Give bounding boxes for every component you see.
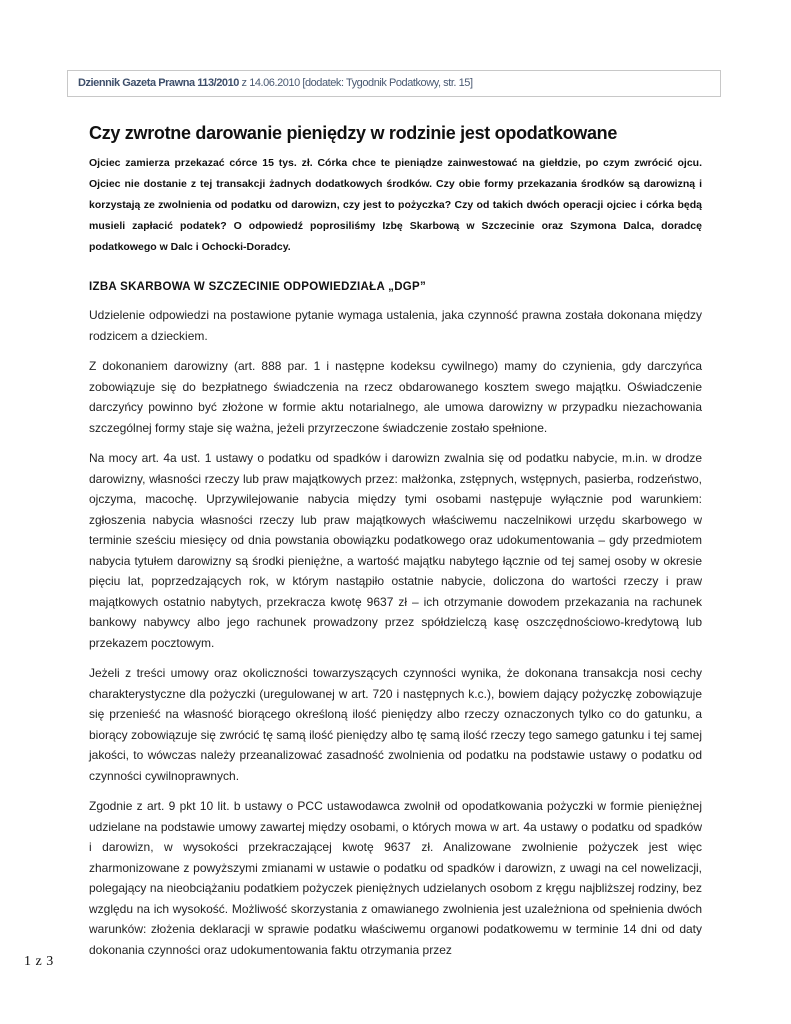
paragraph-2: Z dokonaniem darowizny (art. 888 par. 1 i następne kodeksu cywilnego) mamy do czynienia, gdy darczyńca zobowiązuje się do bezpłatnego świadczenia na rzecz obdarowanego kosztem swego majątku. Oświadczenie darczyńcy powinno być złożone w formie aktu notarialnego, ale umowa darowizny w przypadku niezachowania szczególnej formy staje się ważna, jeżeli przyrzeczone świadczenie zostało spełnione. <box>89 359 702 435</box>
article <box>89 121 702 960</box>
paragraph-1: Udzielenie odpowiedzi na postawione pytanie wymaga ustalenia, jaka czynność prawna została dokonana między rodzicem a dzieckiem. <box>89 308 702 343</box>
section-heading: IZBA SKARBOWA W SZCZECINIE ODPOWIEDZIAŁA „DGP” <box>89 281 427 293</box>
source-publication: Dziennik Gazeta Prawna 113/2010 <box>78 77 239 89</box>
article-title: Czy zwrotne darowanie pieniędzy w rodzinie jest opodatkowane <box>89 123 618 143</box>
source-citation <box>67 70 721 97</box>
article-lead: Ojciec zamierza przekazać córce 15 tys. zł. Córka chce te pieniądze zainwestować na giełdzie, po czym zwrócić ojcu. Ojciec nie dostanie z tej transakcji żadnych dodatkowych środków. Czy obie formy przekazania środków są darowizną i korzystają ze zwolnienia od podatku od darowizn, czy jest to pożyczka? Czy od takich dwóch operacji ojciec i córka będą musieli zapłacić podatek? O odpowiedź poprosiliśmy Izbę Skarbową w Szczecinie oraz Szymona Dalca, doradcę podatkowego w Dalc i Ochocki-Doradcy. <box>89 157 702 253</box>
paragraph-3: Na mocy art. 4a ust. 1 ustawy o podatku od spadków i darowizn zwalnia się od podatku nabycie, m.in. w drodze darowizny, własności rzeczy lub praw majątkowych przez: małżonka, zstępnych, wstępnych, pasierba, rodzeństwo, ojczyma, macochę. Uprzywilejowanie nabycia między tymi osobami następuje wyłącznie pod warunkiem: zgłoszenia nabycia własności rzeczy lub praw majątkowych właściwemu naczelnikowi urzędu skarbowego w terminie sześciu miesięcy od dnia powstania obowiązku podatkowego oraz udokumentowania – gdy przedmiotem nabycia tytułem darowizny są środki pieniężne, a wartość majątku nabytego łącznie od tej samej osoby w okresie pięciu lat, poprzedzających rok, w którym nastąpiło ostatnie nabycie, doliczona do wartości rzeczy i praw majątkowych ostatnio nabytych, przekracza kwotę 9637 zł – ich otrzymanie dowodem przekazania na rachunek bankowy nabywcy albo jego rachunek prowadzony przez spółdzielczą kasę oszczędnościowo-kredytową lub przekazem pocztowym. <box>89 451 702 650</box>
page-number: 1 z 3 <box>24 954 54 969</box>
paragraph-4: Jeżeli z treści umowy oraz okoliczności towarzyszących czynności wynika, że dokonana transakcja nosi cechy charakterystyczne dla pożyczki (uregulowanej w art. 720 i następnych k.c.), bowiem dający pożyczkę zobowiązuje się przenieść na własność biorącego określoną ilość pieniędzy albo rzeczy oznaczonych tylko co do gatunku, a biorący zobowiązuje się zwrócić tę samą ilość pieniędzy albo tę samą ilość rzeczy tego samego gatunku i tej samej jakości, to wówczas należy przeanalizować zasadność zwolnienia od podatku na podstawie ustawy o podatku od czynności cywilnoprawnych. <box>89 666 702 783</box>
paragraph-5: Zgodnie z art. 9 pkt 10 lit. b ustawy o PCC ustawodawca zwolnił od opodatkowania pożyczki w formie pieniężnej udzielane na podstawie umowy zawartej między osobami, o których mowa w art. 4a ustawy o podatku od spadków i darowizn, w wysokości przekraczającej kwotę 9637 zł. Analizowane zwolnienie pożyczek jest więc zharmonizowane z powyższymi zmianami w ustawie o podatku od spadków i darowizn, z uwagi na cel nowelizacji, polegający na nieobciążaniu podatkiem pożyczek pieniężnych udzielanych osobom z kręgu najbliższej rodziny, bez względu na ich wysokość. Możliwość skorzystania z omawianego zwolnienia jest uzależniona od spełnienia dwóch warunków: złożenia deklaracji w sprawie podatku właściwemu organowi podatkowemu w terminie 14 dni od daty dokonania czynności oraz udokumentowania faktu otrzymania przez <box>89 799 702 957</box>
source-details: z 14.06.2010 [dodatek: Tygodnik Podatkowy, str. 15] <box>238 77 473 89</box>
